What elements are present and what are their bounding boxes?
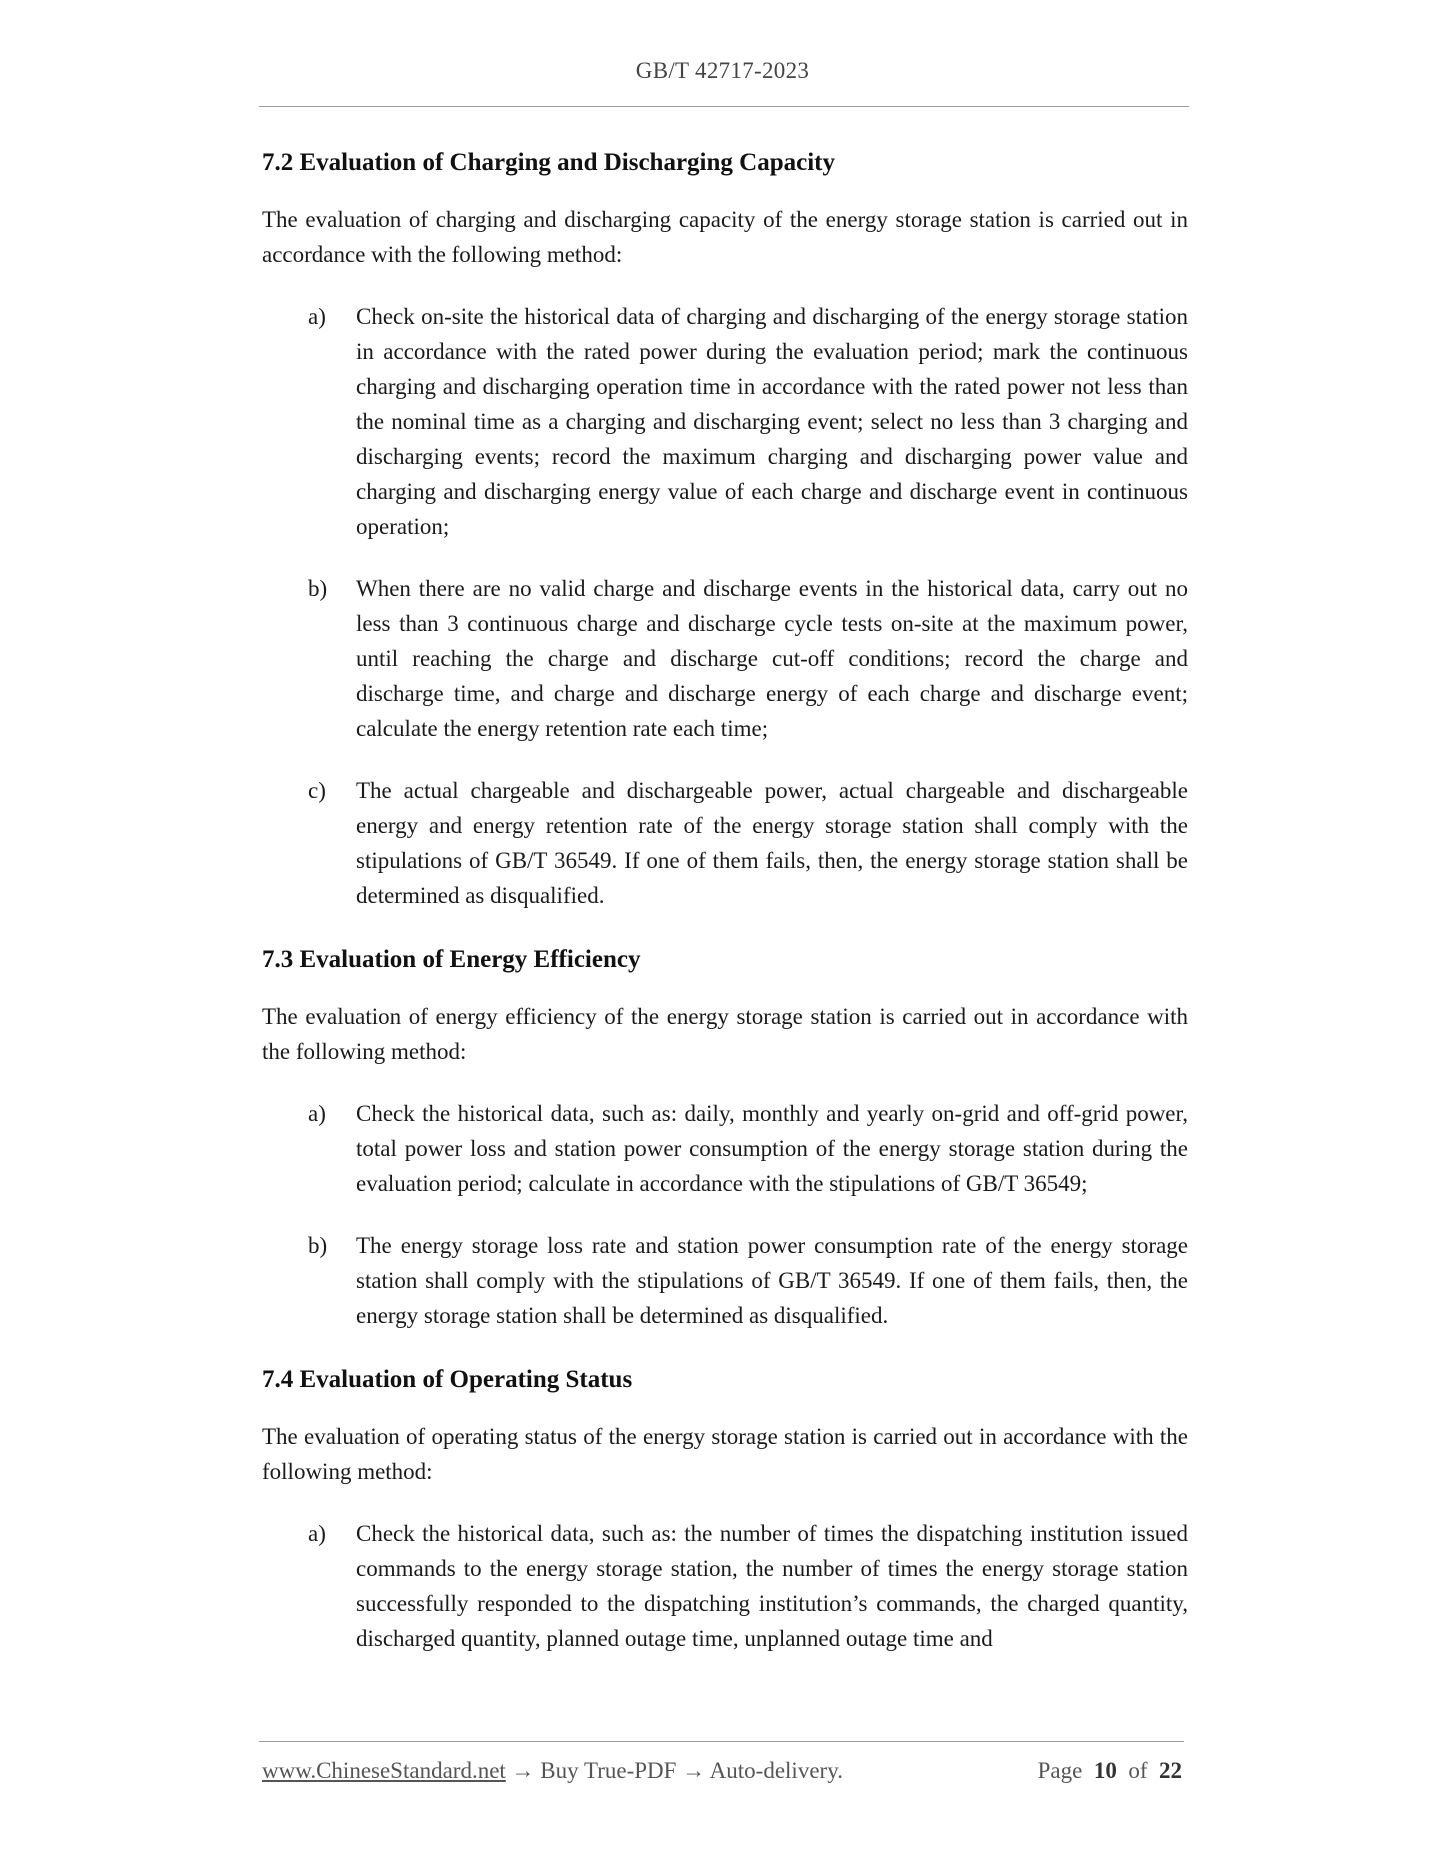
list-item	[262, 571, 1188, 746]
list-item	[262, 1516, 1188, 1656]
item-text: The actual chargeable and dischargeable power, actual chargeable and dischargeable energy and energy retention rate of the energy storage station shall comply with the stipulations of GB/T 36549. If one of them fails, then, the energy storage station shall be determined as disqualified.	[356, 778, 1188, 908]
section-title: 7.4 Evaluation of Operating Status	[262, 1366, 633, 1393]
section-title: 7.3 Evaluation of Energy Efficiency	[262, 946, 641, 973]
item-marker: b)	[308, 576, 328, 601]
section-7-4	[262, 1363, 1188, 1656]
item-list	[262, 299, 1188, 913]
document-body	[262, 146, 1188, 1656]
list-item	[262, 1096, 1188, 1201]
item-list	[262, 1096, 1188, 1333]
section-intro: The evaluation of energy efficiency of the energy storage station is carried out in accordance with the following method:	[262, 1004, 1188, 1064]
page-number: 10	[1093, 1758, 1117, 1783]
footer-divider	[259, 1741, 1184, 1742]
page-header: GB/T 42717-2023	[635, 58, 810, 83]
item-marker: c)	[308, 778, 326, 803]
section-intro: The evaluation of charging and discharging capacity of the energy storage station is carried out in accordance with the following method:	[262, 207, 1188, 267]
item-marker: b)	[308, 1233, 328, 1258]
buy-text: Buy True-PDF	[540, 1758, 677, 1783]
page-total: 22	[1159, 1758, 1182, 1783]
page-label: Page	[1037, 1758, 1083, 1783]
section-7-2	[262, 146, 1188, 913]
arrow-icon: →	[676, 1758, 710, 1783]
arrow-icon: →	[505, 1758, 541, 1783]
footer-promo	[262, 1758, 843, 1784]
section-7-3	[262, 943, 1188, 1333]
delivery-text: Auto-delivery.	[709, 1758, 843, 1783]
page-indicator	[1038, 1758, 1182, 1784]
of-label: of	[1128, 1758, 1148, 1783]
item-marker: a)	[308, 1521, 326, 1546]
item-text: Check the historical data, such as: daily, monthly and yearly on-grid and off-grid power, total power loss and station power consumption of the energy storage station during the evaluation period; calculate in accordance with the stipulations of GB/T 36549;	[356, 1101, 1188, 1196]
list-item	[262, 773, 1188, 913]
item-list	[262, 1516, 1188, 1656]
section-intro: The evaluation of operating status of the energy storage station is carried out in accordance with the following method:	[262, 1424, 1188, 1484]
item-text: The energy storage loss rate and station power consumption rate of the energy storage station shall comply with the stipulations of GB/T 36549. If one of them fails, then, the energy storage station shall be determined as disqualified.	[356, 1233, 1188, 1328]
header-divider	[259, 106, 1189, 107]
item-text: When there are no valid charge and discharge events in the historical data, carry out no less than 3 continuous charge and discharge cycle tests on-site at the maximum power, until reaching the charge and discharge cut-off conditions; record the charge and discharge time, and charge and discharge energy of each charge and discharge event; calculate the energy retention rate each time;	[356, 576, 1188, 741]
item-marker: a)	[308, 1101, 326, 1126]
item-text: Check the historical data, such as: the number of times the dispatching institution issued commands to the energy storage station, the number of times the energy storage station successfully responded to the dispatching institution’s commands, the charged quantity, discharged quantity, planned outage time, unplanned outage time and	[356, 1521, 1188, 1651]
section-title: 7.2 Evaluation of Charging and Discharging Capacity	[262, 149, 835, 176]
website-link[interactable]: www.ChineseStandard.net	[262, 1758, 506, 1783]
list-item	[262, 1228, 1188, 1333]
item-marker: a)	[308, 304, 326, 329]
list-item	[262, 299, 1188, 544]
item-text: Check on-site the historical data of charging and discharging of the energy storage station in accordance with the rated power during the evaluation period; mark the continuous charging and discharging operation time in accordance with the rated power not less than the nominal time as a charging and discharging event; select no less than 3 charging and discharging events; record the maximum charging and discharging power value and charging and discharging energy value of each charge and discharge event in continuous operation;	[356, 304, 1188, 539]
